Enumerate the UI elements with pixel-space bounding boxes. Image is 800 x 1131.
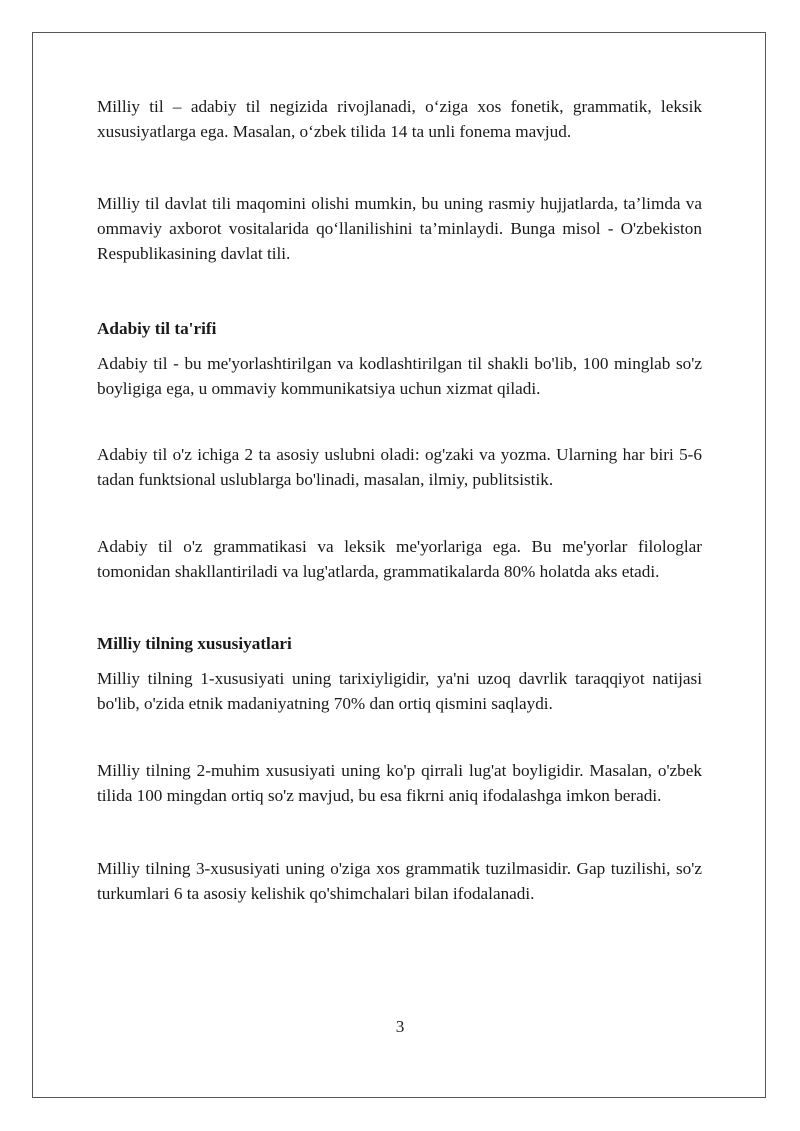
paragraph-uslublar: Adabiy til o'z ichiga 2 ta asosiy uslubni oladi: og'zaki va yozma. Ularning har biri 5-6 tadan funktsional uslublarga bo'linadi, masalan, ilmiy, publitsistik. [97,445,702,489]
paragraph-milliy-til-negizi: Milliy til – adabiy til negizida rivojlanadi, o‘ziga xos fonetik, grammatik, leksik xususiyatlarga ega. Masalan, o‘zbek tilida 14 ta unli fonema mavjud. [97,97,702,141]
paragraph-xususiyat-2: Milliy tilning 2-muhim xususiyati uning ko'p qirrali lug'at boyligidir. Masalan, o'zbek tilida 100 mingdan ortiq so'z mavjud, bu esa fikrni aniq ifodalashga imkon beradi. [97,761,702,805]
page-number: 3 [395,1017,405,1036]
heading-milliy-tilning-xususiyatlari: Milliy tilning xususiyatlari [97,634,292,653]
paragraph-davlat-tili: Milliy til davlat tili maqomini olishi mumkin, bu uning rasmiy hujjatlarda, ta’limda va ommaviy axborot vositalarida qo‘llanilishini ta’minlaydi. Bunga misol - O'zbekiston Respublikasining davlat tili. [97,194,702,263]
heading-adabiy-til-tarifi: Adabiy til ta'rifi [97,319,217,338]
page-content [97,94,702,906]
paragraph-xususiyat-1: Milliy tilning 1-xususiyati uning tarixiyligidir, ya'ni uzoq davrlik taraqqiyot natijasi bo'lib, o'zida etnik madaniyatning 70% dan ortiq qismini saqlaydi. [97,669,702,713]
paragraph-meyorlar: Adabiy til o'z grammatikasi va leksik me'yorlariga ega. Bu me'yorlar filologlar tomonidan shakllantiriladi va lug'atlarda, grammatikalarda 80% holatda aks etadi. [97,537,702,581]
paragraph-adabiy-til-tarifi: Adabiy til - bu me'yorlashtirilgan va kodlashtirilgan til shakli bo'lib, 100 minglab so'z boyligiga ega, u ommaviy kommunikatsiya uchun xizmat qiladi. [97,354,702,398]
paragraph-xususiyat-3: Milliy tilning 3-xususiyati uning o'ziga xos grammatik tuzilmasidir. Gap tuzilishi, so'z turkumlari 6 ta asosiy kelishik qo'shimchalari bilan ifodalanadi. [97,859,702,903]
